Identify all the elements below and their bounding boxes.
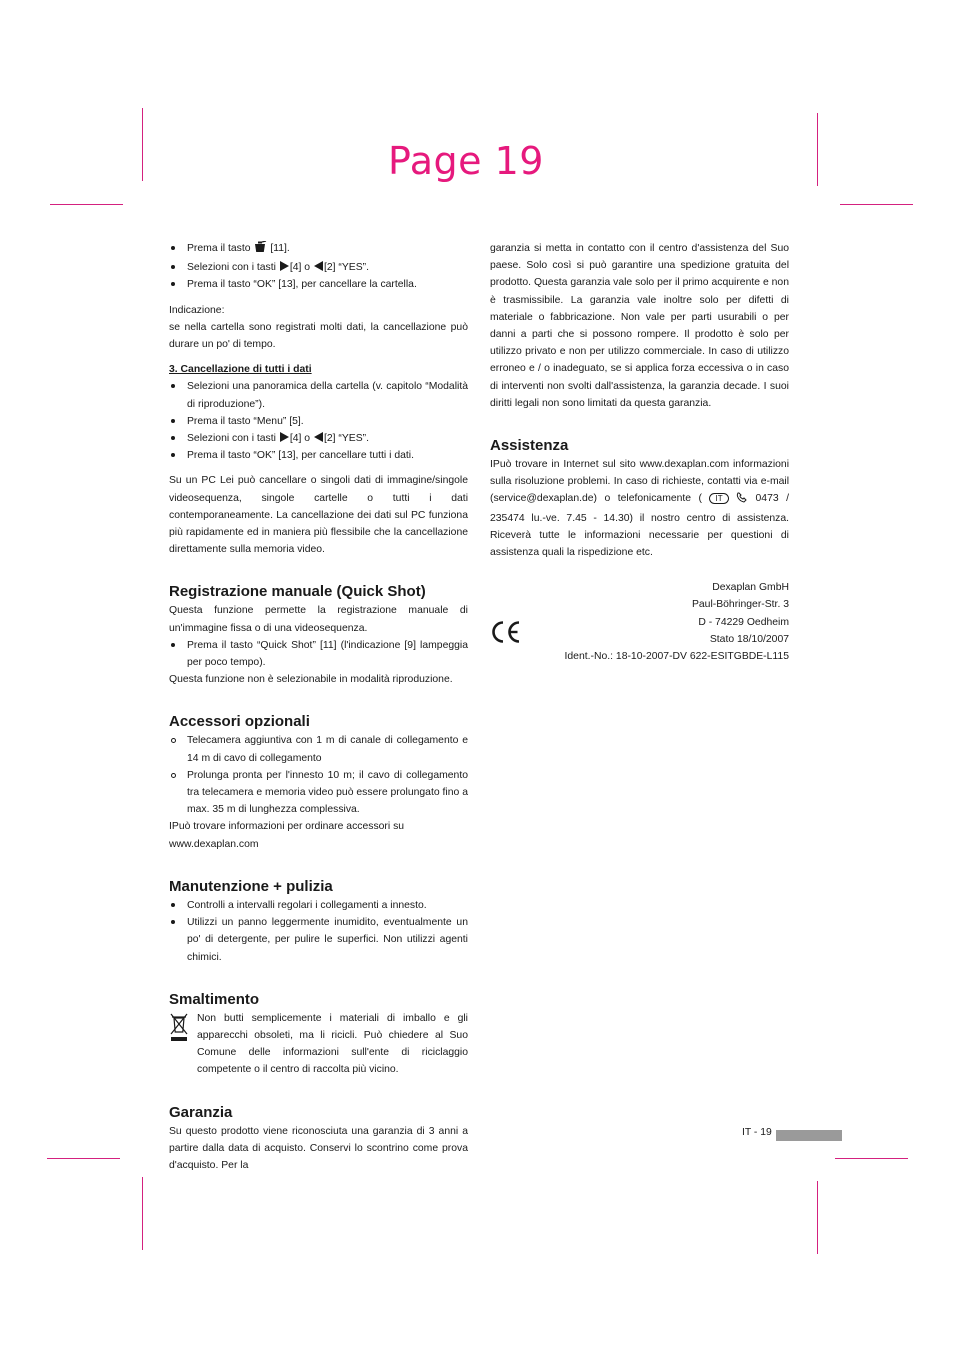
section-heading: Smaltimento <box>169 990 260 1008</box>
crop-mark <box>835 1158 908 1159</box>
page-number: IT - 19 <box>742 1127 772 1138</box>
crop-mark <box>142 108 143 181</box>
paragraph: Su un PC Lei può cancellare o singoli dati di immagine/singole videosequenza, singole cartelle o tutti i dati contemporaneamente. La cancellazione dei dati sul PC funziona più rapidamente ed in maniera più flessibile che la cancellazione direttamente sulla memoria video. <box>169 475 468 556</box>
delete-key-icon <box>253 241 267 259</box>
left-column <box>169 240 468 1174</box>
crop-mark <box>142 1177 143 1250</box>
country-badge: IT <box>709 493 728 504</box>
crop-mark <box>817 113 818 186</box>
note-text: se nella cartella sono registrati molti dati, la cancellazione può durare un po' di tempo. <box>169 321 468 351</box>
list-item: Selezioni con i tasti [4] o [2] “YES”. <box>169 259 468 276</box>
right-arrow-icon <box>280 261 289 271</box>
list-item: Selezioni con i tasti [4] o [2] “YES”. <box>169 430 468 447</box>
section-heading: Accessori opzionali <box>169 713 310 731</box>
crop-mark <box>50 204 123 205</box>
list-item: Telecamera aggiuntiva con 1 m di canale di collegamento e 14 m di cavo di collegamento <box>169 732 468 766</box>
section-heading: Garanzia <box>169 1103 233 1121</box>
list-item: Prolunga pronta per l'innesto 10 m; il cavo di collegamento tra telecamera e memoria video può essere prolungato fino a max. 35 m di lunghezza complessiva. <box>169 767 468 819</box>
disposal-block <box>169 1010 468 1079</box>
left-arrow-icon <box>314 261 323 271</box>
footer-bar <box>776 1130 842 1141</box>
paragraph: Questa funzione non è selezionabile in modalità riproduzione. <box>169 674 453 686</box>
paragraph: Non butti semplicemente i materiali di imballo e gli apparecchi obsoleti, ma li ricicli. Può chiedere al Suo Comune delle informazioni sull'ente di riciclaggio competente o il centro di raccolta più vicino. <box>197 1012 468 1076</box>
left-arrow-icon <box>314 432 323 442</box>
section-heading: Registrazione manuale (Quick Shot) <box>169 583 426 601</box>
ce-mark-icon <box>490 620 522 649</box>
right-arrow-icon <box>280 432 289 442</box>
page-title: Page 19 <box>388 139 544 183</box>
right-column <box>490 240 789 665</box>
delete-all-steps <box>169 378 468 464</box>
paragraph: garanzia si metta in contatto con il centro d'assistenza del Suo paese. Solo così si può garantire una spedizione gratuita del prodotto. Questa garanzia vale solo per il primo acquirente e non è trasmissibile. La garanzia vale inoltre solo per difetti di materiale o fabbricazione. Non vale per parti usurabili o per danni a parti che si possono rompere. Il prodotto è solo per utilizzo privato e non per utilizzo commerciale. In caso di utilizzo erroneo e / o inadeguato, se si applica forza eccessiva o in caso di interventi non svolti dall'assistenza, la garanzia decade. I suoi diritti legali non sono limitati da questa garanzia. <box>490 243 789 409</box>
list-item: Utilizzi un panno leggermente inumidito, eventualmente un po' di detergente, per pulire le superfici. Non utilizzi agenti chimici. <box>169 914 468 966</box>
list-item: Prema il tasto [11]. <box>169 240 468 259</box>
list-item: Prema il tasto “OK” [13], per cancellare la cartella. <box>169 276 468 293</box>
crop-mark <box>840 204 913 205</box>
section-heading: Assistenza <box>490 437 569 455</box>
delete-folder-steps <box>169 240 468 294</box>
paragraph: IPuò trovare informazioni per ordinare accessori su www.dexaplan.com <box>169 821 405 850</box>
section-heading: 3. Cancellazione di tutti i dati <box>169 364 312 376</box>
paragraph: Su questo prodotto viene riconosciuta una garanzia di 3 anni a partire dalla data di acquisto. Conservi lo scontrino come prova d'acquisto. Per la <box>169 1125 468 1171</box>
section-heading: Manutenzione + pulizia <box>169 877 333 895</box>
list-item: Prema il tasto “OK” [13], per cancellare tutti i dati. <box>169 447 468 464</box>
crop-mark <box>817 1181 818 1254</box>
crossed-bin-icon <box>169 1012 189 1048</box>
crop-mark <box>47 1158 120 1159</box>
company-address: Dexaplan GmbH Paul-Böhringer-Str. 3 D - 74229 Oedheim Stato 18/10/2007 Ident.-No.: 18-10-2007-DV 622-ESITGBDE-L115 <box>564 582 789 663</box>
note-label: Indicazione: <box>169 304 225 316</box>
paragraph: IPuò trovare in Internet sul sito www.dexaplan.com informazioni sulla risoluzione problemi. In caso di richieste, contatti via e-mail (service@dexaplan.de) o telefonicamente ( IT 0473 / 235474 lu.-ve. 7.45 - 14.30) il nostro centro di assistenza. Riceverà tutte le informazioni necessarie per questioni di assistenza quali la rispedizione etc. <box>490 459 790 559</box>
list-item: Prema il tasto “Quick Shot” [11] (l'indicazione [9] lampeggia per poco tempo). <box>169 637 468 671</box>
list-item: Controlli a intervalli regolari i collegamenti a innesto. <box>169 897 468 914</box>
paragraph: Questa funzione permette la registrazione manuale di un'immagine fissa o di una videosequenza. <box>169 605 468 634</box>
list-item: Selezioni una panoramica della cartella (v. capitolo “Modalità di riproduzione”). <box>169 378 468 412</box>
list-item: Prema il tasto “Menu” [5]. <box>169 413 468 430</box>
phone-icon <box>736 492 748 509</box>
